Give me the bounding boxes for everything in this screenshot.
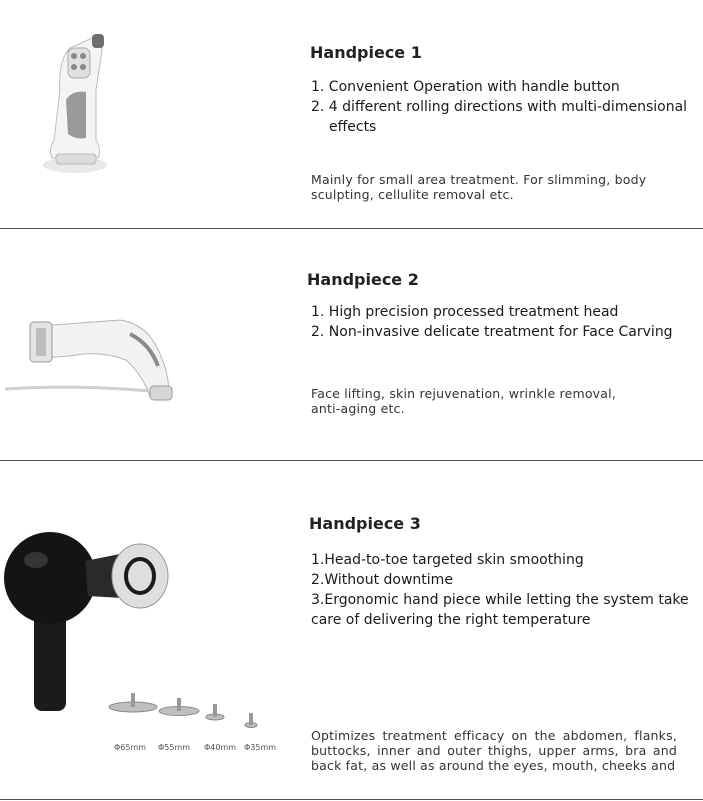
handpiece-3-point-2: 2.Without downtime <box>311 572 453 588</box>
handpiece-1-point-2-cont: effects <box>329 119 377 135</box>
handpiece-1-title: Handpiece 1 <box>310 43 422 62</box>
handpiece-1-point-1: 1. Convenient Operation with handle button <box>311 79 620 95</box>
handpiece-1-section <box>0 0 703 228</box>
handpiece-1-image <box>30 30 120 180</box>
handpiece-2-section <box>0 229 703 460</box>
handpiece-3-description: Optimizes treatment efficacy on the abdomen, flanks, buttocks, inner and outer thighs, upper arms, bra and back fat, as well as around the eyes, mouth, cheeks and <box>311 728 677 773</box>
handpiece-3-section <box>0 461 703 799</box>
handpiece-2-point-1: 1. High precision processed treatment head <box>311 304 619 320</box>
handpiece-3-point-3: 3.Ergonomic hand piece while letting the system take <box>311 592 689 608</box>
handpiece-2-image <box>0 304 200 404</box>
handpiece-2-points <box>311 302 696 342</box>
tip-size-label-3: Φ40mm <box>204 743 237 752</box>
handpiece-1-point-2: 2. 4 different rolling directions with multi-dimensional <box>311 99 688 115</box>
tip-size-label-1: Φ65mm <box>114 743 147 752</box>
handpiece-2-description: Face lifting, skin rejuvenation, wrinkle removal, anti-aging etc. <box>311 386 616 416</box>
treatment-tips-image <box>105 691 270 746</box>
tip-size-label-2: Φ55mm <box>158 743 191 752</box>
handpiece-1-description: Mainly for small area treatment. For slimming, body sculpting, cellulite removal etc. <box>311 172 647 202</box>
handpiece-3-image <box>0 526 175 716</box>
handpiece-2-title: Handpiece 2 <box>307 270 419 289</box>
handpiece-3-point-3-cont: care of delivering the right temperature <box>311 612 591 628</box>
handpiece-3-points <box>311 550 696 630</box>
handpiece-3-title: Handpiece 3 <box>309 514 421 533</box>
handpiece-2-point-2: 2. Non-invasive delicate treatment for Face Carving <box>311 324 673 340</box>
handpiece-3-point-1: 1.Head-to-toe targeted skin smoothing <box>311 552 584 568</box>
handpiece-1-points <box>311 77 696 137</box>
tip-size-label-4: Φ35mm <box>244 743 277 752</box>
section-divider-3 <box>0 799 703 800</box>
